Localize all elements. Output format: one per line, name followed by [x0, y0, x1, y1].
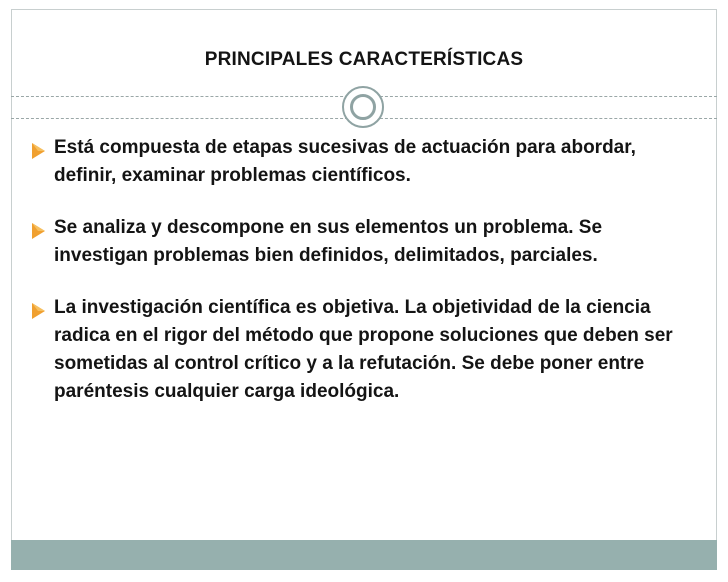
bullet-text: La investigación científica es objetiva. La objetividad de la ciencia radica en el rigor del método que propone soluciones que deben ser sometidas al control crítico y a la refutación. Se debe poner entre paréntesis cualquier carga ideológica.	[54, 297, 673, 402]
bullet-item-2	[26, 214, 706, 270]
slide-title: PRINCIPALES CARACTERÍSTICAS	[204, 49, 524, 70]
arrow-bullet-icon	[26, 217, 54, 245]
arrow-bullet-icon	[26, 297, 54, 325]
footer-bar	[11, 540, 717, 570]
bullet-text: Está compuesta de etapas sucesivas de actuación para abordar, definir, examinar problemas científicos.	[54, 137, 636, 186]
bullet-item-3	[26, 294, 706, 406]
bullet-list	[26, 134, 706, 430]
bullet-item-1	[26, 134, 706, 190]
circle-ornament-inner	[350, 94, 376, 120]
bullet-text: Se analiza y descompone en sus elementos un problema. Se investigan problemas bien definidos, delimitados, parciales.	[54, 217, 603, 266]
circle-ornament-icon	[342, 86, 384, 128]
arrow-bullet-icon	[26, 137, 54, 165]
